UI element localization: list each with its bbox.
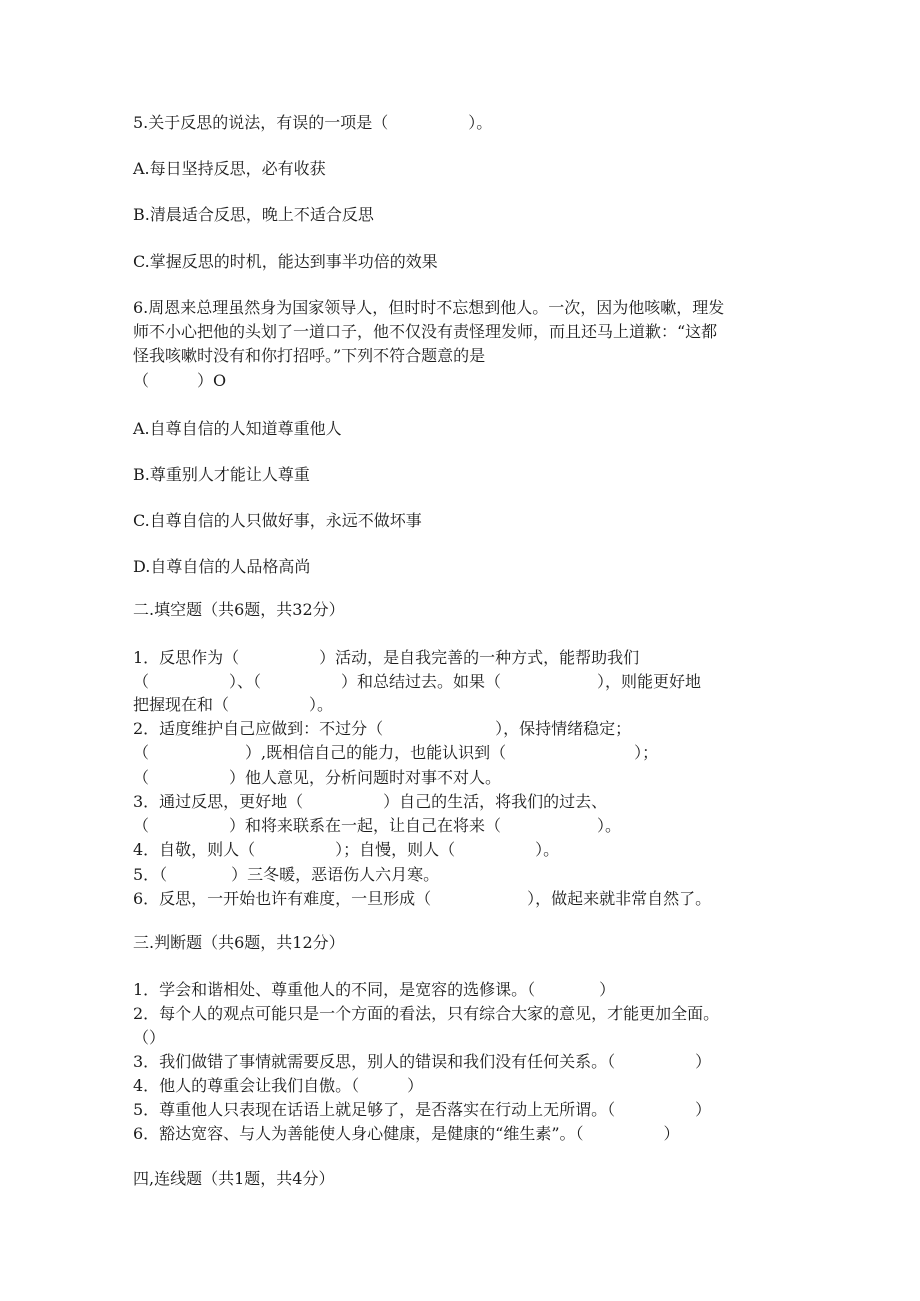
q6-stem-line: 怪我咳嗽时没有和你打招呼。”下列不符合题意的是 [133, 346, 486, 365]
judge-line: 1．学会和谐相处、尊重他人的不同，是宽容的选修课。（ ） [133, 980, 616, 999]
fill-line: 6．反思，一开始也许有难度，一旦形成（ ），做起来就非常自然了。 [133, 889, 712, 908]
section-heading-judge: 三.判断题（共6题，共12分） [133, 933, 345, 952]
judge-line: 6．豁达宽容、与人为善能使人身心健康，是健康的“维生素”。（ ） [133, 1124, 680, 1143]
q5-option-a: A.每日坚持反思，必有收获 [133, 159, 326, 178]
q6-option-b: B.尊重别人才能让人尊重 [133, 465, 310, 484]
q6-stem-line: 6.周恩来总理虽然身为国家领导人，但时时不忘想到他人。一次，因为他咳嗽，理发 [133, 298, 725, 317]
fill-line: （ ）他人意见，分析问题时对事不对人。 [133, 768, 502, 787]
q6-option-d: D.自尊自信的人品格高尚 [133, 557, 311, 576]
judge-line: 3．我们做错了事情就需要反思，别人的错误和我们没有任何关系。（ ） [133, 1052, 712, 1071]
q6-option-c: C.自尊自信的人只做好事，永远不做坏事 [133, 511, 422, 530]
judge-line: 4．他人的尊重会让我们自傲。（ ） [133, 1076, 424, 1095]
q6-option-a: A.自尊自信的人知道尊重他人 [133, 419, 342, 438]
q5-stem: 5.关于反思的说法，有误的一项是（ ）。 [133, 113, 493, 132]
fill-line: 把握现在和（ ）。 [133, 695, 334, 714]
section-heading-fill: 二.填空题（共6题，共32分） [133, 600, 345, 619]
fill-line: 5．（ ）三冬暖，恶语伤人六月寒。 [133, 865, 440, 884]
fill-line: 4．自敬，则人（ ）；自慢，则人（ ）。 [133, 840, 560, 859]
q5-option-b: B.清晨适合反思，晚上不适合反思 [133, 205, 374, 224]
judge-line: 5．尊重他人只表现在话语上就足够了，是否落实在行动上无所谓。（ ） [133, 1100, 712, 1119]
judge-line: 2．每个人的观点可能只是一个方面的看法，只有综合大家的意见，才能更加全面。 [133, 1004, 720, 1023]
fill-line: （ ）、（ ）和总结过去。如果（ ），则能更好地 [133, 672, 702, 691]
fill-line: 1．反思作为（ ）活动，是自我完善的一种方式，能帮助我们 [133, 648, 640, 667]
fill-line: 3．通过反思，更好地（ ）自己的生活，将我们的过去、 [133, 792, 608, 811]
q6-stem-line: 师不小心把他的头划了一道口子，他不仅没有责怪理发师，而且还马上道歉：“这都 [133, 322, 718, 341]
fill-line: （ ）和将来联系在一起，让自己在将来（ ）。 [133, 816, 622, 835]
q6-stem-line: （ ）O [133, 371, 227, 390]
section-heading-match: 四,连线题（共1题，共4分） [133, 1169, 335, 1188]
judge-line: （） [133, 1028, 166, 1047]
fill-line: 2．适度维护自己应做到：不过分（ ），保持情绪稳定； [133, 719, 632, 738]
q5-option-c: C.掌握反思的时机，能达到事半功倍的效果 [133, 252, 438, 271]
fill-line: （ ）,既相信自己的能力，也能认识到（ ）； [133, 743, 659, 762]
